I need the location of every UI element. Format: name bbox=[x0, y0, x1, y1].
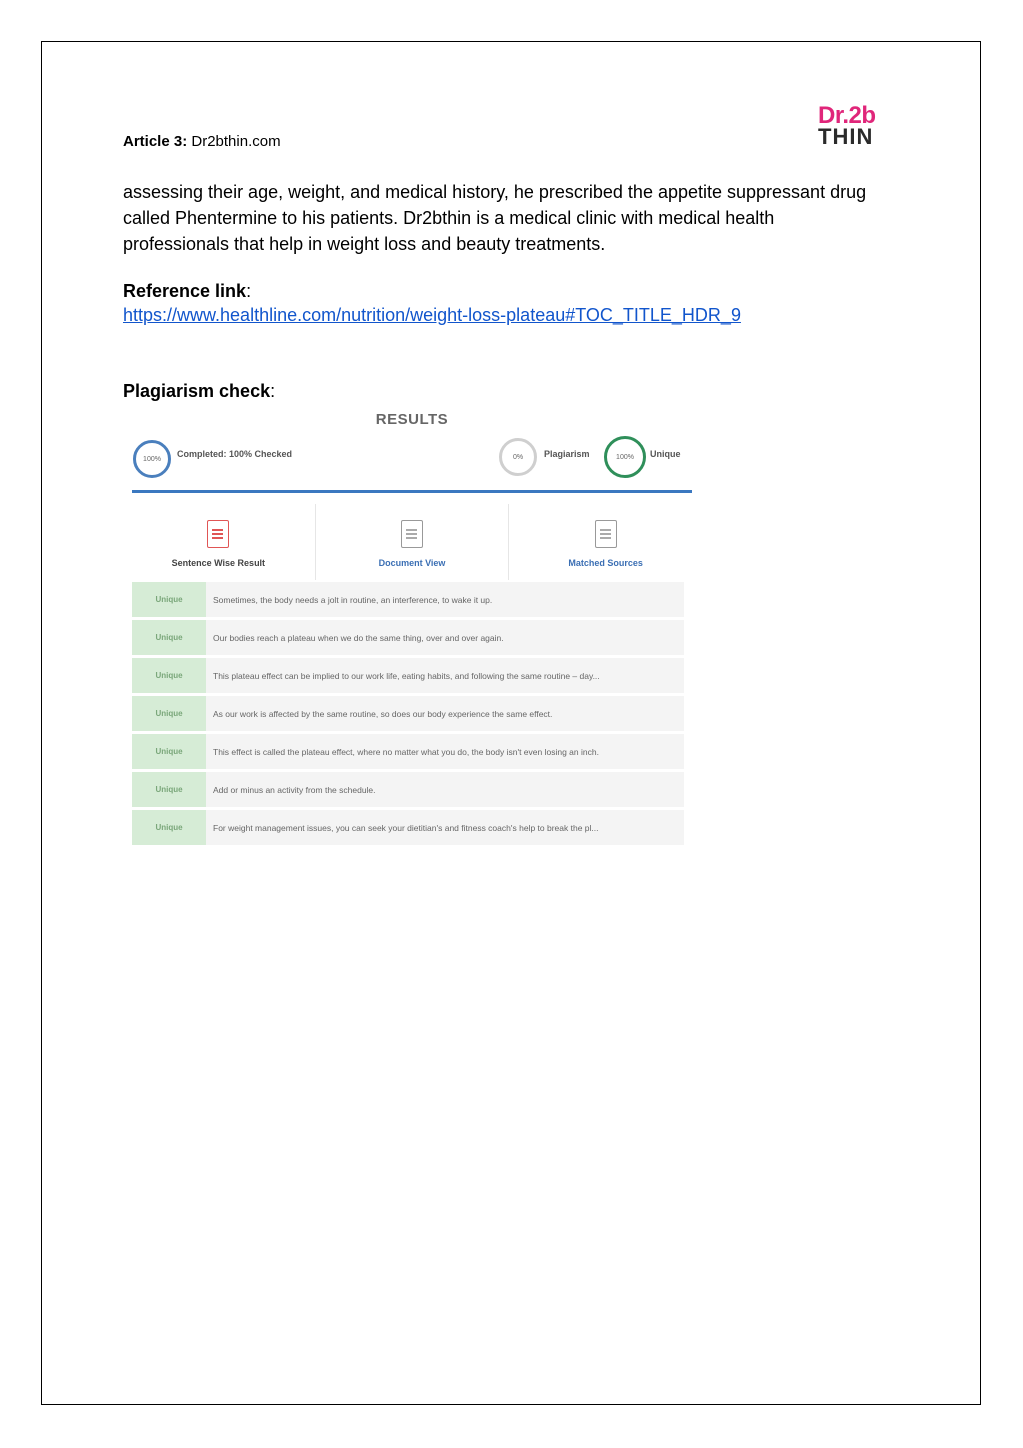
completed-label: Completed: 100% Checked bbox=[177, 449, 293, 459]
plagiarism-label: Plagiarism check bbox=[123, 381, 271, 401]
tab-sentence-wise-result[interactable] bbox=[122, 504, 316, 580]
result-row bbox=[132, 772, 684, 807]
tab-label: Sentence Wise Result bbox=[171, 558, 266, 568]
result-row bbox=[132, 582, 684, 617]
unique-badge: Unique bbox=[132, 696, 206, 731]
reference-colon: : bbox=[246, 281, 252, 301]
result-sentence: Add or minus an activity from the schedule. bbox=[213, 784, 376, 795]
results-tabs bbox=[122, 504, 702, 580]
result-sentence: This effect is called the plateau effect, where no matter what you do, the body isn't even losing an inch. bbox=[213, 746, 599, 757]
unique-badge: Unique bbox=[132, 582, 206, 617]
reference-link[interactable]: https://www.healthline.com/nutrition/weight-loss-plateau#TOC_TITLE_HDR_9 bbox=[123, 305, 741, 325]
tab-document-view[interactable] bbox=[316, 504, 510, 580]
sentence-result-list bbox=[132, 582, 684, 848]
tab-label: Matched Sources bbox=[568, 558, 643, 568]
document-search-icon bbox=[401, 520, 423, 548]
plagiarism-ring-value: 0% bbox=[512, 453, 524, 461]
completed-ring bbox=[133, 440, 171, 478]
result-row bbox=[132, 734, 684, 769]
result-row bbox=[132, 658, 684, 693]
plagiarism-ring-label: Plagiarism bbox=[544, 449, 590, 459]
article-label: Article 3: bbox=[123, 133, 188, 150]
unique-badge: Unique bbox=[132, 772, 206, 807]
logo-top-text: Dr.2b bbox=[818, 102, 876, 129]
reference-heading bbox=[123, 281, 251, 302]
result-row bbox=[132, 620, 684, 655]
unique-ring bbox=[604, 436, 646, 478]
result-sentence: As our work is affected by the same routine, so does our body experience the same effect. bbox=[213, 708, 553, 719]
result-sentence: This plateau effect can be implied to our work life, eating habits, and following the same routine – day... bbox=[213, 670, 600, 681]
result-sentence: Our bodies reach a plateau when we do the same thing, over and over again. bbox=[213, 632, 504, 643]
unique-badge: Unique bbox=[132, 734, 206, 769]
reference-label: Reference link bbox=[123, 281, 247, 301]
result-row bbox=[132, 696, 684, 731]
results-title: RESULTS bbox=[375, 411, 449, 428]
completed-ring-value: 100% bbox=[143, 455, 161, 463]
article-header bbox=[123, 133, 281, 150]
logo-bottom-text: THIN bbox=[818, 124, 874, 149]
article-paragraph: assessing their age, weight, and medical history, he prescribed the appetite suppressant drug called Phentermine to his patients. Dr2bthin is a medical clinic with medical health professionals that help in weight loss and beauty treatments. bbox=[123, 182, 867, 254]
tab-label: Document View bbox=[378, 558, 446, 568]
tab-matched-sources[interactable] bbox=[509, 504, 702, 580]
document-lines-icon bbox=[207, 520, 229, 548]
result-sentence: Sometimes, the body needs a jolt in routine, an interference, to wake it up. bbox=[213, 594, 493, 605]
article-site: Dr2bthin.com bbox=[191, 133, 281, 150]
unique-badge: Unique bbox=[132, 810, 206, 845]
plagiarism-ring bbox=[499, 438, 537, 476]
dr2bthin-logo bbox=[818, 104, 900, 152]
result-sentence: For weight management issues, you can seek your dietitian's and fitness coach's help to break the pl... bbox=[213, 822, 599, 833]
unique-ring-value: 100% bbox=[616, 453, 634, 461]
plagiarism-heading bbox=[123, 381, 275, 402]
unique-badge: Unique bbox=[132, 658, 206, 693]
unique-badge: Unique bbox=[132, 620, 206, 655]
results-divider bbox=[132, 490, 692, 493]
unique-ring-label: Unique bbox=[650, 449, 681, 459]
result-row bbox=[132, 810, 684, 845]
document-arrows-icon bbox=[595, 520, 617, 548]
plagiarism-results-screenshot bbox=[122, 405, 702, 845]
plagiarism-colon: : bbox=[270, 381, 276, 401]
